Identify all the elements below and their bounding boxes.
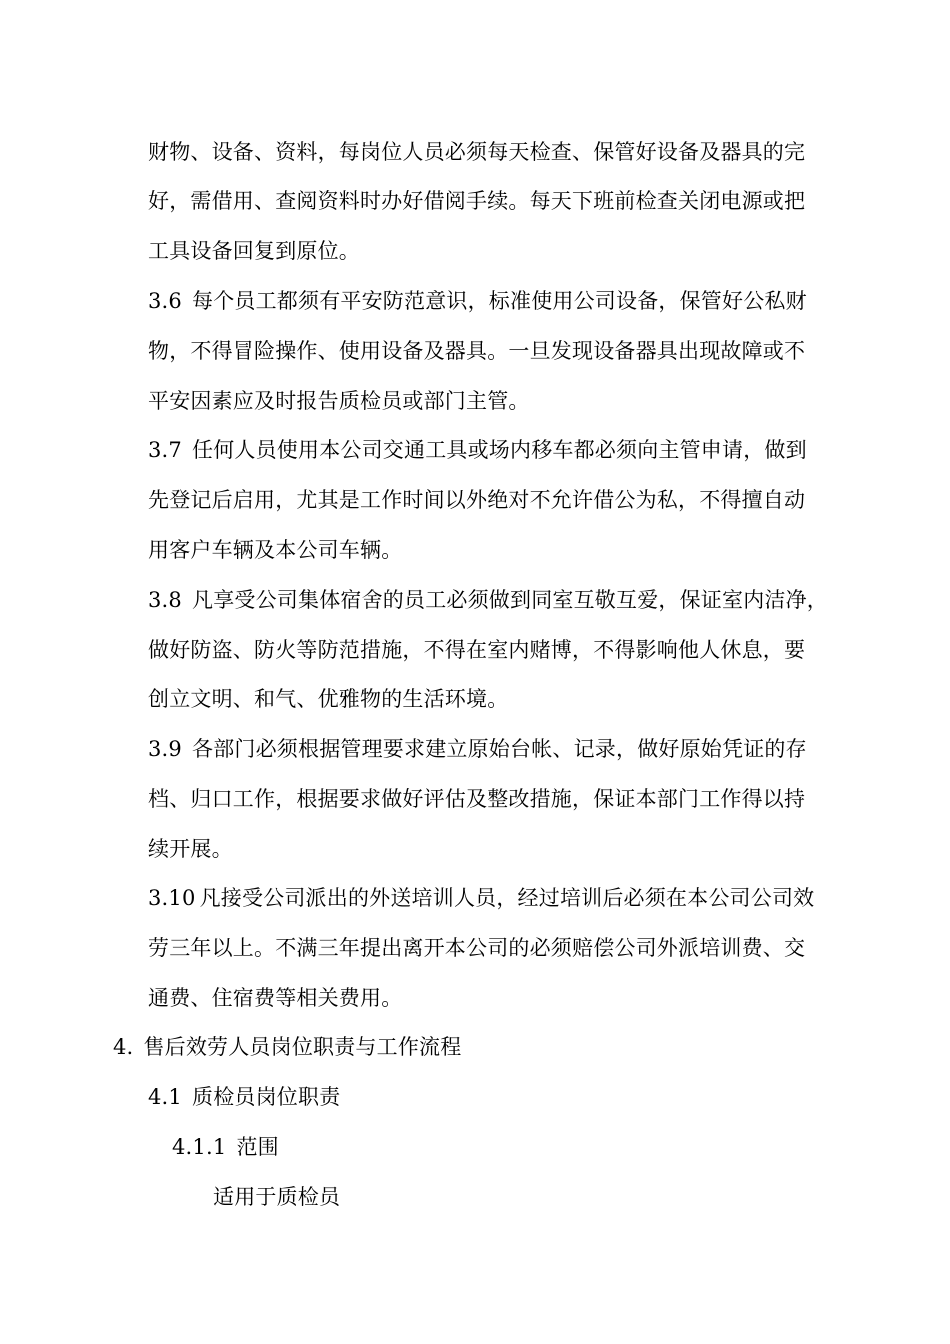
heading-number: 4.1	[148, 1085, 182, 1109]
paragraph-line: 劳三年以上。不满三年提出离开本公司的必须赔偿公司外派培训费、交	[148, 936, 806, 960]
paragraph-line: 先登记后启用，尤其是工作时间以外绝对不允许借公为私，不得擅自动	[148, 488, 806, 512]
clause-3-6-first-line	[148, 287, 807, 315]
paragraph-line: 通费、住宿费等相关费用。	[148, 986, 403, 1010]
heading-text: 范围	[236, 1135, 279, 1159]
clause-text: 凡接受公司派出的外送培训人员，经过培训后必须在本公司公司效	[199, 886, 815, 910]
clause-text: 任何人员使用本公司交通工具或场内移车都必须向主管申请，做到	[192, 438, 807, 462]
paragraph-line: 平安因素应及时报告质检员或部门主管。	[148, 389, 530, 413]
paragraph-line: 用客户车辆及本公司车辆。	[148, 538, 403, 562]
paragraph-line: 好，需借用、查阅资料时办好借阅手续。每天下班前检查关闭电源或把	[148, 189, 806, 213]
clause-text: 每个员工都须有平安防范意识，标准使用公司设备，保管好公私财	[192, 289, 807, 313]
clause-3-8-first-line	[148, 586, 828, 614]
heading-number: 4.	[113, 1035, 134, 1059]
paragraph-line: 创立文明、和气、优雅物的生活环境。	[148, 687, 509, 711]
section-heading-4	[113, 1033, 461, 1061]
heading-text: 质检员岗位职责	[192, 1085, 341, 1109]
clause-3-7-first-line	[148, 436, 807, 464]
paragraph-line: 财物、设备、资料，每岗位人员必须每天检查、保管好设备及器具的完	[148, 140, 806, 164]
heading-text: 售后效劳人员岗位职责与工作流程	[143, 1035, 462, 1059]
paragraph-line: 做好防盗、防火等防范措施，不得在室内赌博，不得影响他人休息，要	[148, 638, 806, 662]
clause-text: 各部门必须根据管理要求建立原始台帐、记录，做好原始凭证的存	[192, 737, 807, 761]
section-heading-4-1-1	[172, 1133, 279, 1161]
clause-number: 3.10	[148, 886, 196, 910]
paragraph-line: 档、归口工作，根据要求做好评估及整改措施，保证本部门工作得以持	[148, 787, 806, 811]
section-heading-4-1	[148, 1083, 340, 1111]
clause-3-10-first-line	[148, 884, 814, 912]
paragraph-line: 工具设备回复到原位。	[148, 239, 360, 263]
paragraph-line: 物，不得冒险操作、使用设备及器具。一旦发现设备器具出现故障或不	[148, 339, 806, 363]
paragraph-line: 续开展。	[148, 837, 233, 861]
clause-number: 3.8	[148, 588, 182, 612]
heading-number: 4.1.1	[172, 1135, 227, 1159]
clause-text: 凡享受公司集体宿舍的员工必须做到同室互敬互爱，保证室内洁净，	[192, 588, 828, 612]
clause-number: 3.6	[148, 289, 182, 313]
clause-3-9-first-line	[148, 735, 807, 763]
clause-number: 3.9	[148, 737, 182, 761]
scope-text: 适用于质检员	[213, 1185, 341, 1209]
clause-number: 3.7	[148, 438, 182, 462]
